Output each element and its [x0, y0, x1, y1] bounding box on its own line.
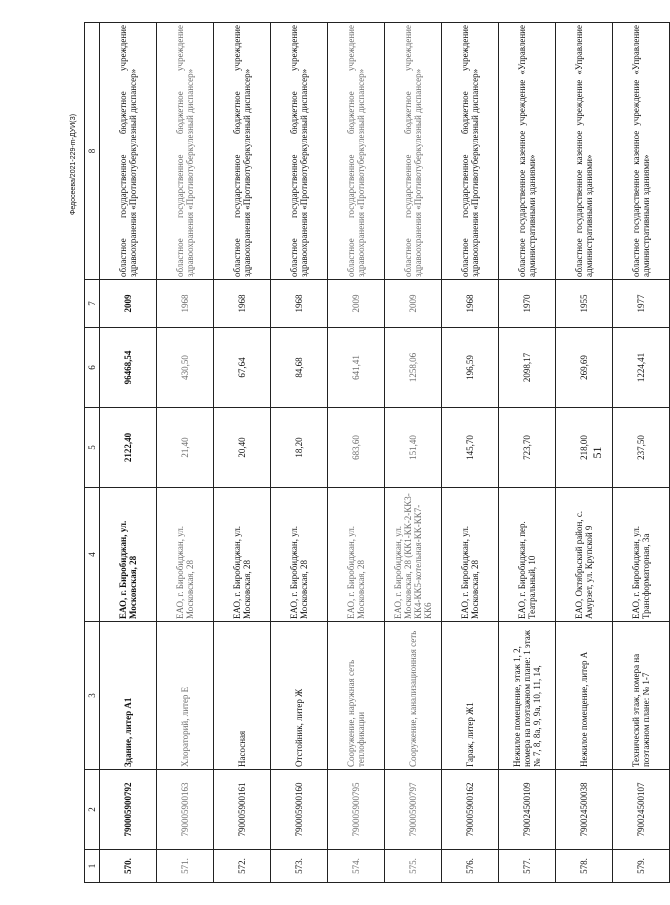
object-year: 1968	[442, 280, 499, 328]
table-row	[157, 23, 214, 883]
row-number: 576.	[442, 850, 499, 883]
object-name: Сооружение, канализационная сеть	[385, 622, 442, 770]
object-holder: областное государственное казенное учреждение «Управление административными зданиями»	[613, 23, 670, 280]
row-number: 572.	[214, 850, 271, 883]
column-header: 1	[85, 850, 100, 883]
row-number: 571.	[157, 850, 214, 883]
registry-code: 790005900161	[214, 770, 271, 850]
object-cost: 67,64	[214, 328, 271, 408]
registry-code: 790005900795	[328, 770, 385, 850]
row-number: 579.	[613, 850, 670, 883]
object-name: Сооружение, наружная сеть теплофикации	[328, 622, 385, 770]
row-number: 570.	[100, 850, 157, 883]
object-area: 20,40	[214, 408, 271, 488]
row-number: 577.	[499, 850, 556, 883]
object-holder: областное государственное бюджетное учреждение здравоохранения «Противотуберкулезный диспансер»	[385, 23, 442, 280]
table-row	[385, 23, 442, 883]
object-address: ЕАО, г. Биробиджан, ул. Московская, 28	[271, 488, 328, 622]
object-name: Гараж, литер Ж1	[442, 622, 499, 770]
registry-code: 790024500107	[613, 770, 670, 850]
row-number: 573.	[271, 850, 328, 883]
registry-code: 790005900160	[271, 770, 328, 850]
object-holder: областное государственное казенное учреждение «Управление административными зданиями»	[556, 23, 613, 280]
object-area: 21,40	[157, 408, 214, 488]
object-cost: 84,68	[271, 328, 328, 408]
registry-code: 790024500038	[556, 770, 613, 850]
column-header: 3	[85, 622, 100, 770]
column-header: 5	[85, 408, 100, 488]
object-year: 2009	[385, 280, 442, 328]
row-number: 578.	[556, 850, 613, 883]
table-row	[556, 23, 613, 883]
page-number: 51	[590, 446, 604, 459]
object-name: Здание, литер А1	[100, 622, 157, 770]
column-header: 7	[85, 280, 100, 328]
object-cost: 96468,54	[100, 328, 157, 408]
object-area: 2122,40	[100, 408, 157, 488]
object-address: ЕАО, г. Биробиджан, ул. Московская, 28	[442, 488, 499, 622]
object-area: 18,20	[271, 408, 328, 488]
table-row	[271, 23, 328, 883]
column-header: 8	[85, 23, 100, 280]
object-area: 145,70	[442, 408, 499, 488]
object-name: Насосная	[214, 622, 271, 770]
object-holder: областное государственное бюджетное учреждение здравоохранения «Противотуберкулезный диспансер»	[100, 23, 157, 280]
header-row	[85, 23, 100, 883]
object-area: 237,50	[613, 408, 670, 488]
object-cost: 269,69	[556, 328, 613, 408]
object-address: ЕАО, г. Биробиджан, ул. Московская, 28	[100, 488, 157, 622]
row-number: 574.	[328, 850, 385, 883]
object-holder: областное государственное казенное учреждение «Управление административными зданиями»	[499, 23, 556, 280]
table-row	[613, 23, 670, 883]
object-holder: областное государственное бюджетное учреждение здравоохранения «Противотуберкулезный диспансер»	[157, 23, 214, 280]
object-cost: 430,50	[157, 328, 214, 408]
object-address: ЕАО, г. Биробиджан, ул. Московская, 28	[328, 488, 385, 622]
object-cost: 196,59	[442, 328, 499, 408]
object-name: Хлораторий, литер Е	[157, 622, 214, 770]
table-row	[214, 23, 271, 883]
registry-code: 790005900797	[385, 770, 442, 850]
object-name: Технический этаж, номера на поэтажном плане: № 1-7	[613, 622, 670, 770]
object-name: Нежилое помещение, литер А	[556, 622, 613, 770]
object-year: 1977	[613, 280, 670, 328]
footer-reference: Федосеева/2021-229-m-ДУИ(З)	[70, 113, 77, 215]
object-year: 1970	[499, 280, 556, 328]
object-area: 723,70	[499, 408, 556, 488]
column-header: 2	[85, 770, 100, 850]
property-register-table	[84, 22, 670, 883]
object-name: Нежилое помещение, этаж 1, 2, номера на поэтажном плане: 1 этаж № 7, 8, 8а, 9, 9а, 10, 11, 14,	[499, 622, 556, 770]
object-year: 2009	[328, 280, 385, 328]
object-address: ЕАО, г. Биробиджан, ул. Московская, 28	[157, 488, 214, 622]
registry-code: 790005900792	[100, 770, 157, 850]
object-year: 1955	[556, 280, 613, 328]
registry-code: 790005900163	[157, 770, 214, 850]
object-area: 218,00	[556, 408, 613, 488]
object-cost: 2098,17	[499, 328, 556, 408]
object-address: ЕАО, Октябрьский район, с. Амурзет, ул. Крупской 9	[556, 488, 613, 622]
object-year: 1968	[157, 280, 214, 328]
object-holder: областное государственное бюджетное учреждение здравоохранения «Противотуберкулезный диспансер»	[214, 23, 271, 280]
object-year: 2009	[100, 280, 157, 328]
column-header: 4	[85, 488, 100, 622]
object-address: ЕАО, г. Биробиджан, ул. Трансформаторная, 3а	[613, 488, 670, 622]
object-holder: областное государственное бюджетное учреждение здравоохранения «Противотуберкулезный диспансер»	[271, 23, 328, 280]
object-holder: областное государственное бюджетное учреждение здравоохранения «Противотуберкулезный диспансер»	[328, 23, 385, 280]
row-number: 575.	[385, 850, 442, 883]
object-address: ЕАО, г. Биробиджан, ул. Московская, 28	[214, 488, 271, 622]
object-year: 1968	[271, 280, 328, 328]
object-cost: 641,41	[328, 328, 385, 408]
object-cost: 1224,41	[613, 328, 670, 408]
object-cost: 1258,06	[385, 328, 442, 408]
object-address: ЕАО, г. Биробиджан, ул. Московская, 28 (КК1-КК-2-КК3-КК4-КК5-котельная-КК-КК7-КК6	[385, 488, 442, 622]
table-row	[499, 23, 556, 883]
registry-code: 790024500109	[499, 770, 556, 850]
object-area: 683,60	[328, 408, 385, 488]
object-address: ЕАО, г. Биробиджан, пер. Театральный, 10	[499, 488, 556, 622]
object-area: 151,40	[385, 408, 442, 488]
object-name: Отстойник, литер Ж	[271, 622, 328, 770]
object-year: 1968	[214, 280, 271, 328]
column-header: 6	[85, 328, 100, 408]
object-holder: областное государственное бюджетное учреждение здравоохранения «Противотуберкулезный диспансер»	[442, 23, 499, 280]
table-row	[328, 23, 385, 883]
table-row	[100, 23, 157, 883]
table-row	[442, 23, 499, 883]
registry-code: 790005900162	[442, 770, 499, 850]
